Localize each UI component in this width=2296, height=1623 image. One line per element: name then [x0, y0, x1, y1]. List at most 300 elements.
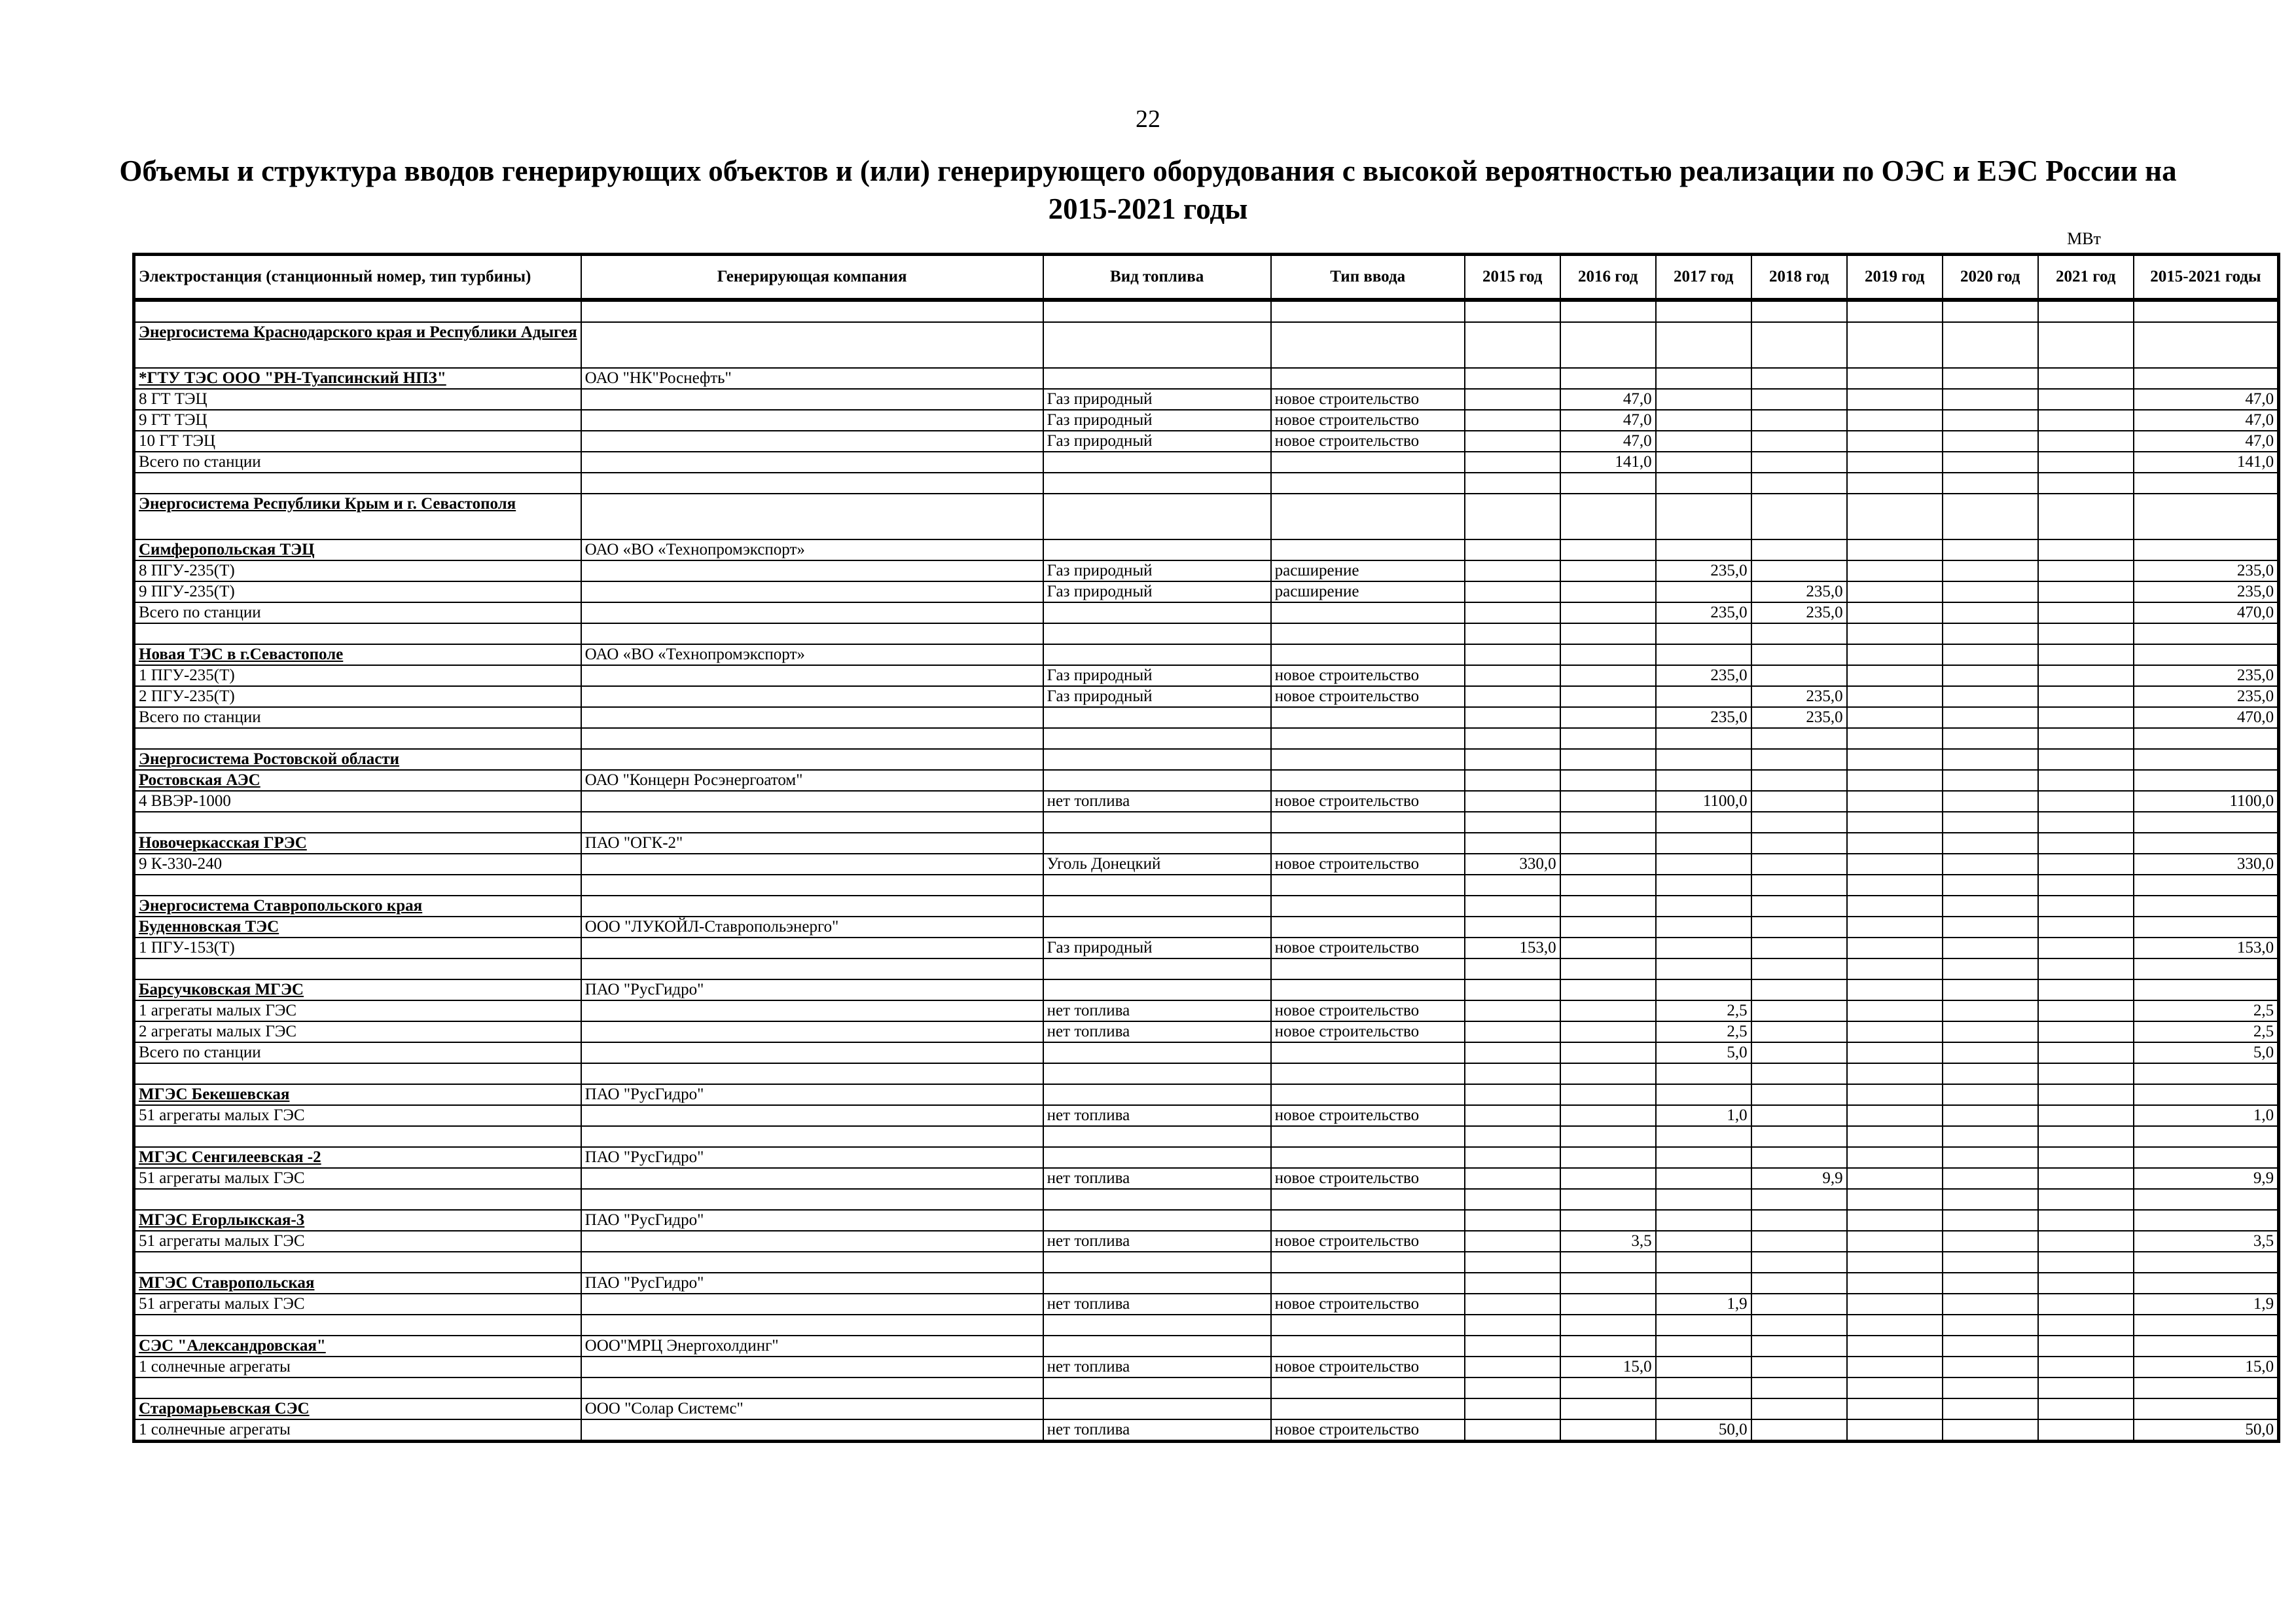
- empty-cell: [1943, 896, 2038, 917]
- company-cell: ОАО "Концерн Росэнергоатом": [581, 770, 1043, 791]
- empty-cell: [1465, 1398, 1560, 1419]
- fuel-cell: [1043, 1042, 1271, 1063]
- value-cell-2019: [1847, 1168, 1943, 1189]
- company-cell: ПАО "РусГидро": [581, 1210, 1043, 1231]
- empty-cell: [2134, 1377, 2279, 1398]
- empty-cell: [1465, 1377, 1560, 1398]
- empty-cell: [1751, 368, 1847, 389]
- empty-cell: [1271, 1398, 1465, 1419]
- value-cell-2019: [1847, 854, 1943, 875]
- header-2021: 2021 год: [2038, 255, 2134, 301]
- value-cell-2019: [1847, 410, 1943, 431]
- company-cell: ООО "Солар Системс": [581, 1398, 1043, 1419]
- empty-cell: [1560, 1377, 1656, 1398]
- value-cell-2020: [1943, 560, 2038, 581]
- empty-cell: [581, 1252, 1043, 1273]
- empty-cell: [1560, 1398, 1656, 1419]
- empty-cell: [2038, 1273, 2134, 1294]
- empty-cell: [2038, 1315, 2134, 1336]
- empty-cell: [581, 1189, 1043, 1210]
- header-fuel: Вид топлива: [1043, 255, 1271, 301]
- table-row-blank: [134, 1063, 2279, 1084]
- table-row-station: [134, 896, 2279, 917]
- value-cell-2016: 15,0: [1560, 1357, 1656, 1377]
- company-cell: ООО"МРЦ Энергохолдинг": [581, 1336, 1043, 1357]
- empty-cell: [1043, 1252, 1271, 1273]
- empty-cell: [1847, 833, 1943, 854]
- value-cell-2020: [1943, 665, 2038, 686]
- empty-cell: [2134, 644, 2279, 665]
- section-title-cell: Энергосистема Краснодарского края и Республики Адыгея: [134, 322, 581, 368]
- value-cell-2018: [1751, 665, 1847, 686]
- empty-cell: [1465, 875, 1560, 896]
- value-cell-2015: [1465, 389, 1560, 410]
- empty-cell: [2134, 1398, 2279, 1419]
- table-row-blank: [134, 812, 2279, 833]
- value-cell-2016: [1560, 1168, 1656, 1189]
- fuel-cell: нет топлива: [1043, 1000, 1271, 1021]
- empty-cell: [2038, 770, 2134, 791]
- empty-cell: [1943, 1377, 2038, 1398]
- station-name-cell: МГЭС Ставропольская: [134, 1273, 581, 1294]
- value-cell-2015: [1465, 686, 1560, 707]
- empty-cell: [1043, 494, 1271, 539]
- empty-cell: [1656, 812, 1751, 833]
- empty-cell: [2134, 368, 2279, 389]
- empty-cell: [1271, 728, 1465, 749]
- empty-cell: [1943, 728, 2038, 749]
- fuel-cell: Газ природный: [1043, 410, 1271, 431]
- empty-cell: [2038, 1189, 2134, 1210]
- empty-cell: [1465, 494, 1560, 539]
- empty-cell: [1465, 833, 1560, 854]
- empty-cell: [2134, 917, 2279, 938]
- value-cell-2018: [1751, 1105, 1847, 1126]
- empty-cell: [2038, 1147, 2134, 1168]
- empty-cell: [1560, 875, 1656, 896]
- value-cell-2015: [1465, 707, 1560, 728]
- company-cell: ПАО "РусГидро": [581, 1084, 1043, 1105]
- empty-cell: [1847, 473, 1943, 494]
- header-2019: 2019 год: [1847, 255, 1943, 301]
- fuel-cell: нет топлива: [1043, 1168, 1271, 1189]
- value-cell-2017: [1656, 686, 1751, 707]
- empty-cell: [1656, 1252, 1751, 1273]
- empty-cell: [581, 812, 1043, 833]
- table-body: [134, 300, 2279, 1442]
- empty-cell: [1560, 833, 1656, 854]
- value-cell-2021: [2038, 431, 2134, 452]
- input-type-cell: новое строительство: [1271, 1294, 1465, 1315]
- value-cell-2021: [2038, 389, 2134, 410]
- total-cell: 50,0: [2134, 1419, 2279, 1442]
- table-row-blank: [134, 473, 2279, 494]
- total-cell: 2,5: [2134, 1000, 2279, 1021]
- empty-cell: [581, 1063, 1043, 1084]
- input-type-cell: [1271, 1042, 1465, 1063]
- empty-cell: [1847, 1377, 1943, 1398]
- empty-cell: [1560, 1315, 1656, 1336]
- value-cell-2021: [2038, 1168, 2134, 1189]
- unit-name-cell: 1 солнечные агрегаты: [134, 1419, 581, 1442]
- fuel-cell: нет топлива: [1043, 1021, 1271, 1042]
- header-station: Электростанция (станционный номер, тип турбины): [134, 255, 581, 301]
- empty-cell: [1465, 539, 1560, 560]
- value-cell-2015: [1465, 431, 1560, 452]
- input-type-cell: новое строительство: [1271, 389, 1465, 410]
- table-row-unit: [134, 854, 2279, 875]
- fuel-cell: Газ природный: [1043, 431, 1271, 452]
- empty-cell: [1847, 300, 1943, 322]
- value-cell-2015: [1465, 1021, 1560, 1042]
- table-row-unit: [134, 938, 2279, 958]
- total-cell: 1100,0: [2134, 791, 2279, 812]
- empty-cell: [1465, 300, 1560, 322]
- total-cell: 235,0: [2134, 560, 2279, 581]
- empty-cell: [1465, 1126, 1560, 1147]
- empty-cell: [1043, 322, 1271, 368]
- value-cell-2020: [1943, 389, 2038, 410]
- table-row-station: [134, 1273, 2279, 1294]
- empty-cell: [581, 623, 1043, 644]
- empty-cell: [1465, 1210, 1560, 1231]
- value-cell-2019: [1847, 1294, 1943, 1315]
- empty-cell: [1751, 623, 1847, 644]
- empty-cell: [581, 322, 1043, 368]
- total-cell: 1,9: [2134, 1294, 2279, 1315]
- empty-cell: [1043, 1398, 1271, 1419]
- input-type-cell: новое строительство: [1271, 1419, 1465, 1442]
- empty-cell: [134, 812, 581, 833]
- fuel-cell: нет топлива: [1043, 1105, 1271, 1126]
- value-cell-2021: [2038, 560, 2134, 581]
- value-cell-2017: [1656, 389, 1751, 410]
- empty-cell: [2134, 1336, 2279, 1357]
- empty-cell: [581, 1377, 1043, 1398]
- empty-cell: [1656, 1126, 1751, 1147]
- value-cell-2021: [2038, 410, 2134, 431]
- value-cell-2019: [1847, 560, 1943, 581]
- total-cell: 47,0: [2134, 410, 2279, 431]
- empty-cell: [1847, 494, 1943, 539]
- empty-cell: [1465, 1189, 1560, 1210]
- empty-cell: [1560, 812, 1656, 833]
- empty-cell: [1847, 1252, 1943, 1273]
- value-cell-2017: [1656, 854, 1751, 875]
- company-cell: [581, 1357, 1043, 1377]
- total-cell: 141,0: [2134, 452, 2279, 473]
- empty-cell: [1560, 749, 1656, 770]
- empty-cell: [1847, 812, 1943, 833]
- empty-cell: [581, 875, 1043, 896]
- value-cell-2017: 1100,0: [1656, 791, 1751, 812]
- value-cell-2019: [1847, 1042, 1943, 1063]
- table-row-unit: [134, 431, 2279, 452]
- table-row-station: [134, 644, 2279, 665]
- empty-cell: [1271, 1252, 1465, 1273]
- page-title: Объемы и структура вводов генерирующих объектов и (или) генерирующего оборудования с высокой вероятностью реализации по ОЭС и ЕЭС России на 2015-2021 годы: [119, 155, 2177, 225]
- value-cell-2015: [1465, 791, 1560, 812]
- fuel-cell: Газ природный: [1043, 389, 1271, 410]
- empty-cell: [1271, 979, 1465, 1000]
- empty-cell: [2134, 623, 2279, 644]
- value-cell-2020: [1943, 1294, 2038, 1315]
- empty-cell: [1751, 1315, 1847, 1336]
- empty-cell: [1560, 728, 1656, 749]
- empty-cell: [1751, 749, 1847, 770]
- empty-cell: [1271, 1273, 1465, 1294]
- total-cell: 2,5: [2134, 1021, 2279, 1042]
- value-cell-2021: [2038, 1231, 2134, 1252]
- empty-cell: [581, 958, 1043, 979]
- value-cell-2019: [1847, 581, 1943, 602]
- value-cell-2021: [2038, 665, 2134, 686]
- fuel-cell: нет топлива: [1043, 1357, 1271, 1377]
- table-row-total: [134, 1042, 2279, 1063]
- empty-cell: [2134, 473, 2279, 494]
- empty-cell: [1751, 1377, 1847, 1398]
- empty-cell: [1751, 1336, 1847, 1357]
- empty-cell: [1043, 812, 1271, 833]
- table-row-blank: [134, 300, 2279, 322]
- total-cell: 235,0: [2134, 581, 2279, 602]
- value-cell-2016: [1560, 791, 1656, 812]
- empty-cell: [1847, 917, 1943, 938]
- empty-cell: [2038, 728, 2134, 749]
- value-cell-2020: [1943, 1231, 2038, 1252]
- empty-cell: [1271, 896, 1465, 917]
- value-cell-2017: 1,9: [1656, 1294, 1751, 1315]
- empty-cell: [1751, 833, 1847, 854]
- company-cell: [581, 1168, 1043, 1189]
- table-row-blank: [134, 728, 2279, 749]
- company-cell: ПАО "РусГидро": [581, 1147, 1043, 1168]
- empty-cell: [1751, 644, 1847, 665]
- total-cell: 470,0: [2134, 707, 2279, 728]
- empty-cell: [1656, 368, 1751, 389]
- input-type-cell: новое строительство: [1271, 791, 1465, 812]
- company-cell: [581, 665, 1043, 686]
- empty-cell: [1943, 1398, 2038, 1419]
- company-cell: [581, 1042, 1043, 1063]
- empty-cell: [1943, 979, 2038, 1000]
- total-cell: 3,5: [2134, 1231, 2279, 1252]
- empty-cell: [1943, 300, 2038, 322]
- company-cell: [581, 686, 1043, 707]
- unit-label: МВт: [2067, 229, 2101, 248]
- empty-cell: [1943, 1189, 2038, 1210]
- value-cell-2018: 235,0: [1751, 686, 1847, 707]
- value-cell-2018: [1751, 431, 1847, 452]
- value-cell-2015: [1465, 1231, 1560, 1252]
- empty-cell: [1043, 1273, 1271, 1294]
- empty-cell: [2134, 979, 2279, 1000]
- value-cell-2015: [1465, 1419, 1560, 1442]
- empty-cell: [1043, 1336, 1271, 1357]
- company-cell: [581, 749, 1043, 770]
- empty-cell: [2134, 322, 2279, 368]
- empty-cell: [1847, 1210, 1943, 1231]
- empty-cell: [2038, 539, 2134, 560]
- empty-cell: [1751, 1147, 1847, 1168]
- station-total-label: Всего по станции: [134, 1042, 581, 1063]
- value-cell-2018: 235,0: [1751, 581, 1847, 602]
- header-2015: 2015 год: [1465, 255, 1560, 301]
- input-type-cell: новое строительство: [1271, 1168, 1465, 1189]
- unit-name-cell: 8 ПГУ-235(Т): [134, 560, 581, 581]
- empty-cell: [1751, 1189, 1847, 1210]
- table-row-station: [134, 749, 2279, 770]
- empty-cell: [1751, 958, 1847, 979]
- empty-cell: [1271, 1377, 1465, 1398]
- value-cell-2016: [1560, 686, 1656, 707]
- empty-cell: [1271, 875, 1465, 896]
- empty-cell: [1465, 322, 1560, 368]
- empty-cell: [1847, 539, 1943, 560]
- empty-cell: [2134, 749, 2279, 770]
- empty-cell: [1943, 833, 2038, 854]
- empty-cell: [1943, 958, 2038, 979]
- company-cell: ПАО "РусГидро": [581, 979, 1043, 1000]
- empty-cell: [2134, 833, 2279, 854]
- value-cell-2019: [1847, 938, 1943, 958]
- empty-cell: [2038, 1210, 2134, 1231]
- unit-name-cell: 2 агрегаты малых ГЭС: [134, 1021, 581, 1042]
- input-type-cell: новое строительство: [1271, 1231, 1465, 1252]
- total-cell: 235,0: [2134, 665, 2279, 686]
- empty-cell: [134, 1252, 581, 1273]
- value-cell-2017: 5,0: [1656, 1042, 1751, 1063]
- empty-cell: [1656, 623, 1751, 644]
- empty-cell: [2038, 1252, 2134, 1273]
- empty-cell: [581, 473, 1043, 494]
- table-row-blank: [134, 875, 2279, 896]
- value-cell-2018: [1751, 1357, 1847, 1377]
- empty-cell: [1751, 1126, 1847, 1147]
- value-cell-2020: [1943, 854, 2038, 875]
- value-cell-2019: [1847, 1419, 1943, 1442]
- empty-cell: [1656, 1189, 1751, 1210]
- empty-cell: [1465, 1063, 1560, 1084]
- empty-cell: [581, 494, 1043, 539]
- empty-cell: [1656, 644, 1751, 665]
- empty-cell: [1465, 1315, 1560, 1336]
- empty-cell: [1043, 979, 1271, 1000]
- company-cell: [581, 1419, 1043, 1442]
- empty-cell: [1465, 979, 1560, 1000]
- value-cell-2018: [1751, 854, 1847, 875]
- empty-cell: [2134, 1084, 2279, 1105]
- empty-cell: [1465, 1084, 1560, 1105]
- header-2016: 2016 год: [1560, 255, 1656, 301]
- empty-cell: [1560, 958, 1656, 979]
- value-cell-2016: 47,0: [1560, 410, 1656, 431]
- empty-cell: [134, 875, 581, 896]
- value-cell-2016: [1560, 1294, 1656, 1315]
- value-cell-2016: [1560, 1021, 1656, 1042]
- value-cell-2017: 2,5: [1656, 1021, 1751, 1042]
- unit-name-cell: 9 ГТ ТЭЦ: [134, 410, 581, 431]
- station-name-cell: МГЭС Егорлыкская-3: [134, 1210, 581, 1231]
- empty-cell: [1465, 749, 1560, 770]
- empty-cell: [1656, 539, 1751, 560]
- table-row-station: [134, 979, 2279, 1000]
- empty-cell: [1560, 770, 1656, 791]
- value-cell-2020: [1943, 1042, 2038, 1063]
- empty-cell: [1847, 1063, 1943, 1084]
- empty-cell: [1043, 1210, 1271, 1231]
- unit-name-cell: 1 ПГУ-153(Т): [134, 938, 581, 958]
- header-2017: 2017 год: [1656, 255, 1751, 301]
- empty-cell: [134, 958, 581, 979]
- input-type-cell: [1271, 602, 1465, 623]
- empty-cell: [1943, 1063, 2038, 1084]
- empty-cell: [1560, 473, 1656, 494]
- value-cell-2016: [1560, 1000, 1656, 1021]
- empty-cell: [134, 1315, 581, 1336]
- empty-cell: [134, 1189, 581, 1210]
- value-cell-2018: [1751, 1021, 1847, 1042]
- empty-cell: [2134, 1315, 2279, 1336]
- value-cell-2015: 330,0: [1465, 854, 1560, 875]
- value-cell-2016: [1560, 1042, 1656, 1063]
- empty-cell: [1043, 368, 1271, 389]
- fuel-cell: нет топлива: [1043, 1294, 1271, 1315]
- empty-cell: [1847, 958, 1943, 979]
- value-cell-2020: [1943, 452, 2038, 473]
- empty-cell: [1043, 539, 1271, 560]
- header-2020: 2020 год: [1943, 255, 2038, 301]
- value-cell-2020: [1943, 410, 2038, 431]
- value-cell-2017: 50,0: [1656, 1419, 1751, 1442]
- empty-cell: [2134, 1189, 2279, 1210]
- value-cell-2019: [1847, 1105, 1943, 1126]
- value-cell-2015: [1465, 602, 1560, 623]
- table-row-unit: [134, 1021, 2279, 1042]
- empty-cell: [1271, 1315, 1465, 1336]
- fuel-cell: нет топлива: [1043, 791, 1271, 812]
- value-cell-2019: [1847, 707, 1943, 728]
- empty-cell: [1465, 1336, 1560, 1357]
- empty-cell: [2038, 1126, 2134, 1147]
- value-cell-2020: [1943, 686, 2038, 707]
- value-cell-2019: [1847, 1357, 1943, 1377]
- empty-cell: [1847, 1398, 1943, 1419]
- empty-cell: [1560, 896, 1656, 917]
- empty-cell: [1560, 917, 1656, 938]
- input-type-cell: расширение: [1271, 560, 1465, 581]
- empty-cell: [1847, 322, 1943, 368]
- empty-cell: [1271, 1336, 1465, 1357]
- value-cell-2017: [1656, 938, 1751, 958]
- empty-cell: [1847, 623, 1943, 644]
- table-row-station: [134, 368, 2279, 389]
- value-cell-2019: [1847, 791, 1943, 812]
- value-cell-2018: [1751, 560, 1847, 581]
- empty-cell: [1656, 1377, 1751, 1398]
- value-cell-2016: [1560, 665, 1656, 686]
- station-name-cell: Энергосистема Ставропольского края: [134, 896, 581, 917]
- table-row-blank: [134, 958, 2279, 979]
- company-cell: ОАО «ВО «Технопромэкспорт»: [581, 644, 1043, 665]
- empty-cell: [1751, 473, 1847, 494]
- value-cell-2019: [1847, 431, 1943, 452]
- value-cell-2020: [1943, 1105, 2038, 1126]
- empty-cell: [1847, 1126, 1943, 1147]
- station-name-cell: Ростовская АЭС: [134, 770, 581, 791]
- unit-name-cell: 1 солнечные агрегаты: [134, 1357, 581, 1377]
- input-type-cell: новое строительство: [1271, 1105, 1465, 1126]
